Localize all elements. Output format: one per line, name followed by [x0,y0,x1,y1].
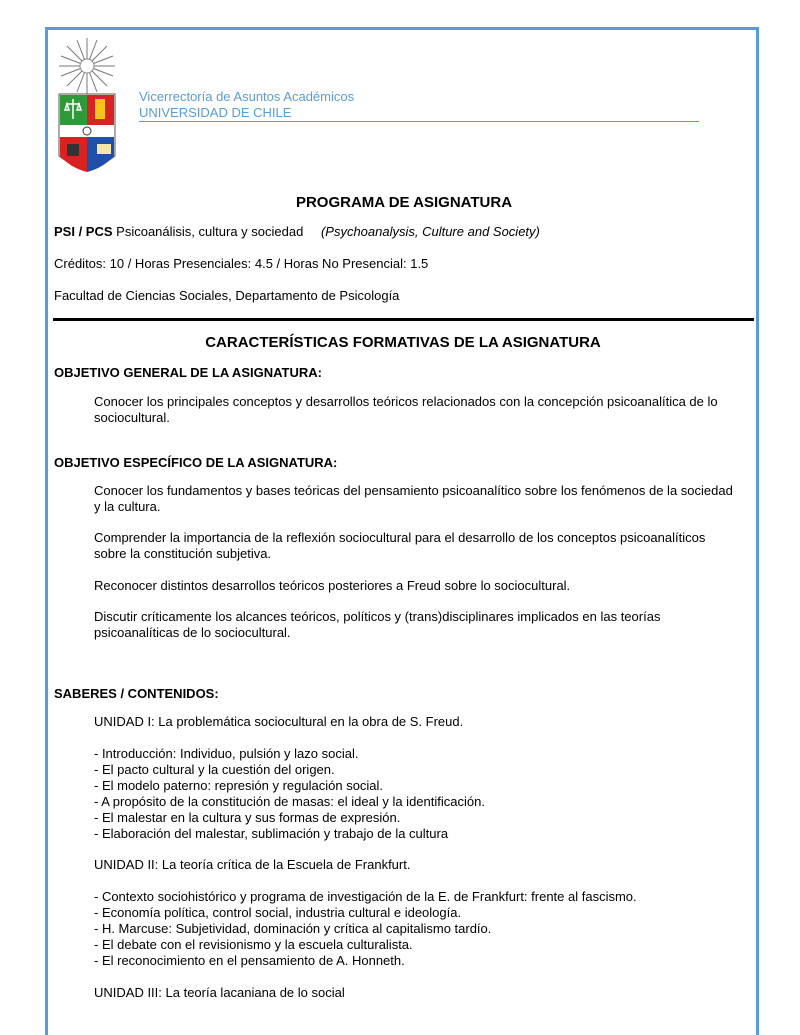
list-item: - Contexto sociohistórico y programa de investigación de la E. de Frankfurt: frente al fascismo. [94,889,637,904]
list-item: - H. Marcuse: Subjetividad, dominación y crítica al capitalismo tardío. [94,921,492,936]
course-code: PSI / PCS [54,224,113,239]
program-title: PROGRAMA DE ASIGNATURA [295,194,513,211]
university-name: UNIVERSIDAD DE CHILE [139,105,292,120]
list-item: - El modelo paterno: represión y regulación social. [94,778,384,793]
list-item: - El pacto cultural y la cuestión del origen. [94,762,335,777]
vice-rectorate-label: Vicerrectoría de Asuntos Académicos [139,89,355,104]
list-item: - Elaboración del malestar, sublimación y trabajo de la cultura [94,826,449,841]
contents-heading: SABERES / CONTENIDOS: [54,686,219,701]
unit-1-title: UNIDAD I: La problemática sociocultural en la obra de S. Freud. [94,714,464,729]
list-item: - El debate con el revisionismo y la escuela culturalista. [94,937,413,952]
list-item: - Introducción: Individuo, pulsión y lazo social. [94,746,359,761]
unit-1-list [94,746,485,842]
unit-2-title: UNIDAD II: La teoría crítica de la Escuela de Frankfurt. [94,857,411,872]
list-item: - A propósito de la constitución de masas: el ideal y la identificación. [94,794,485,809]
course-name-english: (Psychoanalysis, Culture and Society) [320,224,540,239]
header-rule [139,121,699,122]
university-crest-logo [57,36,117,178]
characteristics-title: CARACTERÍSTICAS FORMATIVAS DE LA ASIGNATURA [205,334,601,351]
unit-2-list [94,889,637,969]
course-line [54,224,540,239]
course-name: Psicoanálisis, cultura y sociedad [116,224,304,239]
credits-line: Créditos: 10 / Horas Presenciales: 4.5 / Horas No Presencial: 1.5 [54,256,429,271]
general-objective-text: Conocer los principales conceptos y desarrollos teóricos relacionados con la concepción psicoanalítica de lo sociocultural. [94,394,718,425]
specific-objective-1: Conocer los fundamentos y bases teóricas del pensamiento psicoanalítico sobre los fenómenos de la sociedad y la cultura. [94,483,733,514]
specific-objective-4: Discutir críticamente los alcances teóricos, políticos y (trans)disciplinares implicados en las teorías psicoanalíticas de lo sociocultural. [94,609,661,640]
specific-objective-2: Comprender la importancia de la reflexión sociocultural para el desarrollo de los conceptos psicoanalíticos sobre la constitución subjetiva. [94,530,706,561]
faculty-line: Facultad de Ciencias Sociales, Departamento de Psicología [54,288,400,303]
list-item: - Economía política, control social, industria cultural e ideología. [94,905,462,920]
general-objective-heading: OBJETIVO GENERAL DE LA ASIGNATURA: [54,365,322,380]
specific-objective-3: Reconocer distintos desarrollos teóricos posteriores a Freud sobre lo sociocultural. [94,578,571,593]
specific-objective-heading: OBJETIVO ESPECÍFICO DE LA ASIGNATURA: [54,455,338,470]
section-divider [53,318,754,321]
list-item: - El reconocimiento en el pensamiento de A. Honneth. [94,953,405,968]
list-item: - El malestar en la cultura y sus formas de expresión. [94,810,401,825]
unit-3-title: UNIDAD III: La teoría lacaniana de lo social [94,985,345,1000]
